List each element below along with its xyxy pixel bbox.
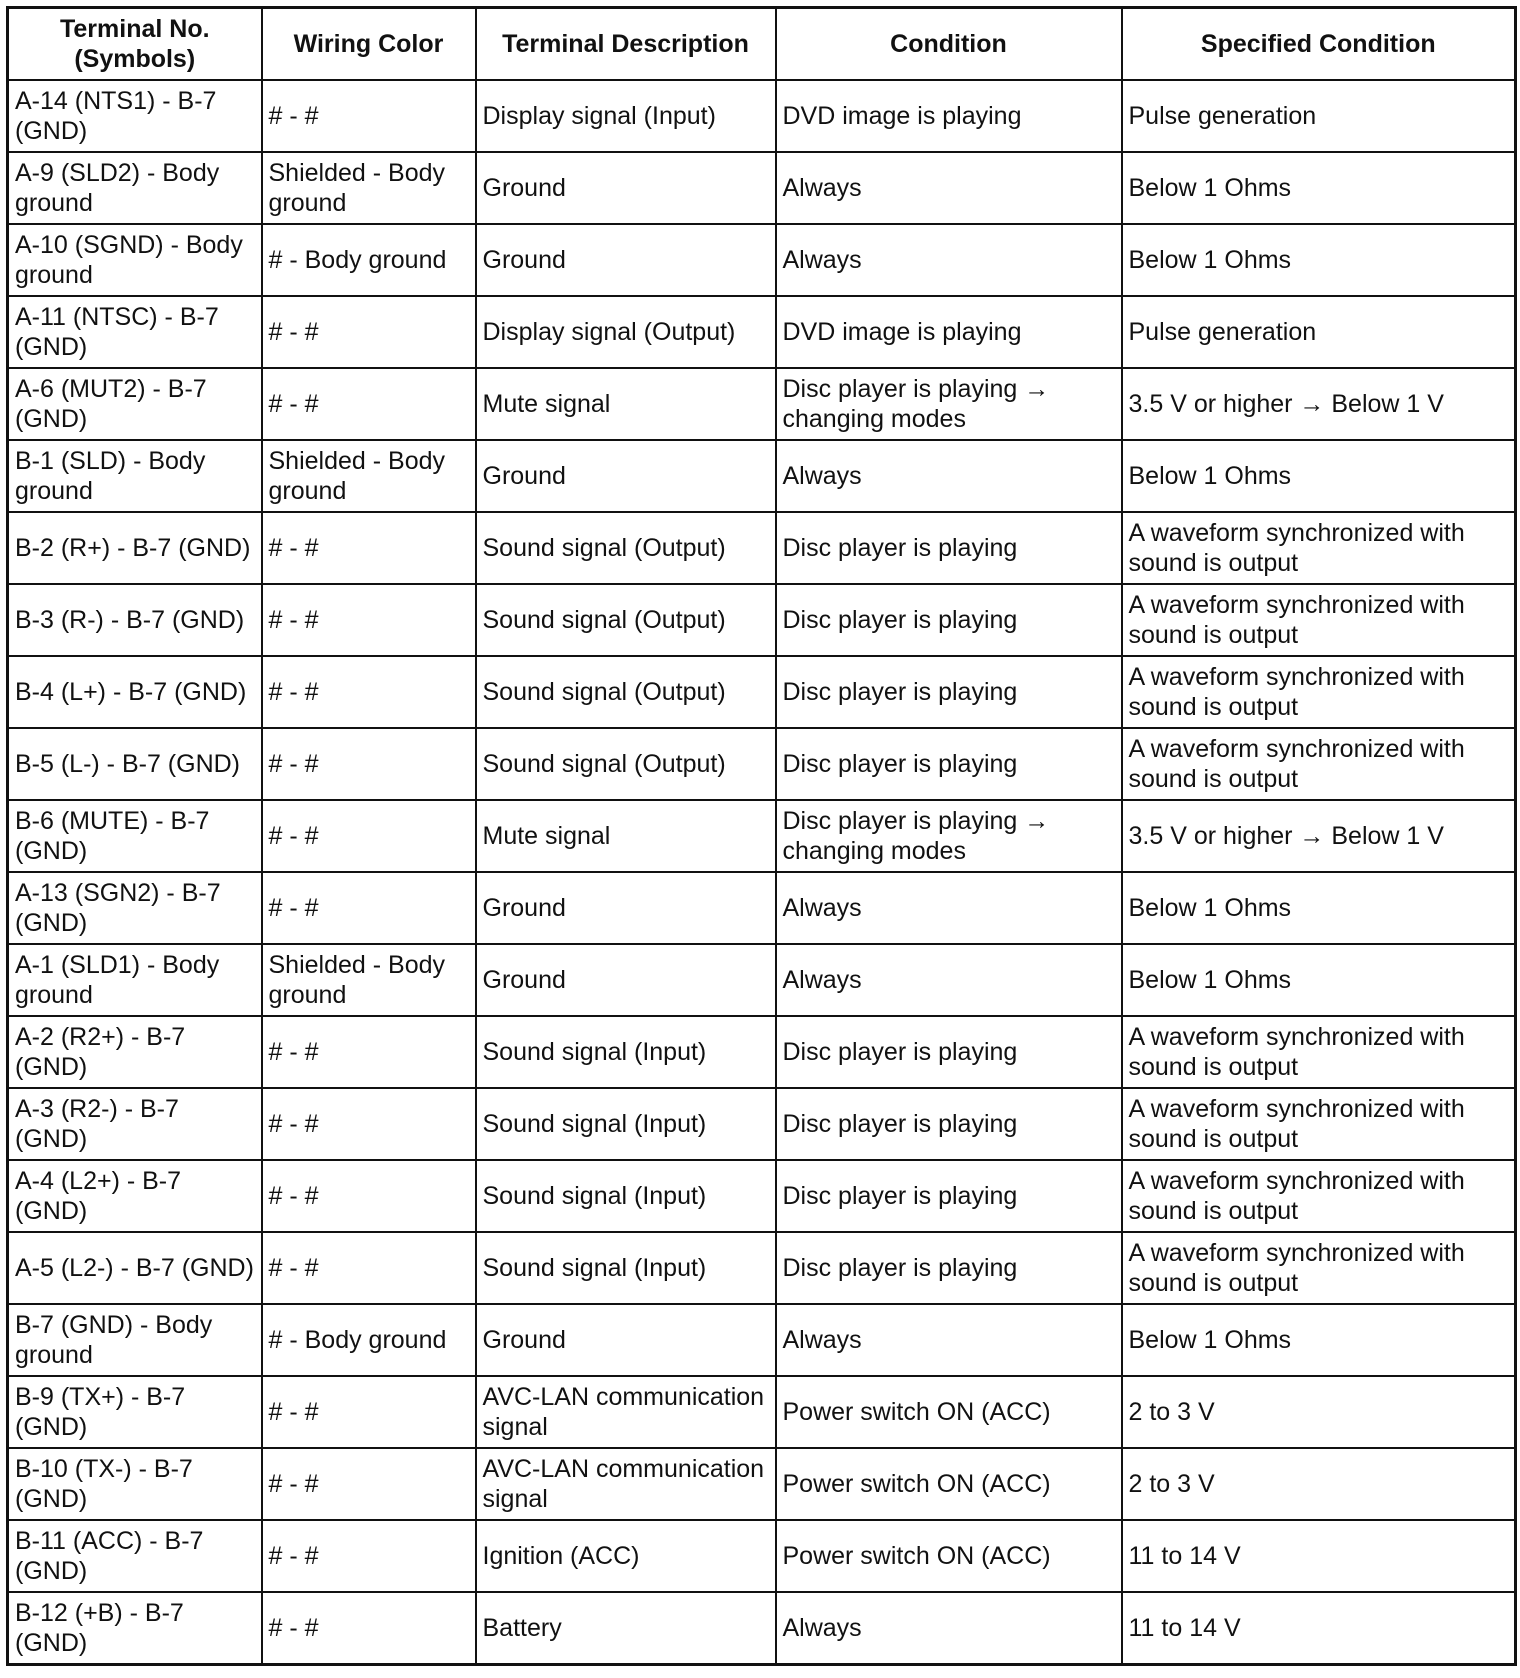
cell-terminal-no: B-3 (R-) - B-7 (GND) bbox=[8, 584, 262, 656]
cell-wiring-color: # - # bbox=[262, 1592, 476, 1665]
cell-terminal-description: Ground bbox=[476, 224, 776, 296]
cell-terminal-description: AVC-LAN communication signal bbox=[476, 1376, 776, 1448]
cell-terminal-no: A-9 (SLD2) - Body ground bbox=[8, 152, 262, 224]
cell-specified-condition: A waveform synchronized with sound is output bbox=[1122, 656, 1516, 728]
cell-wiring-color: # - # bbox=[262, 728, 476, 800]
table-row bbox=[8, 1376, 1516, 1448]
cell-terminal-description: Sound signal (Output) bbox=[476, 584, 776, 656]
cell-condition: Disc player is playing bbox=[776, 728, 1122, 800]
table-row bbox=[8, 1160, 1516, 1232]
table-row bbox=[8, 944, 1516, 1016]
cell-specified-condition: Below 1 Ohms bbox=[1122, 440, 1516, 512]
cell-condition: Power switch ON (ACC) bbox=[776, 1520, 1122, 1592]
cell-terminal-no: B-7 (GND) - Body ground bbox=[8, 1304, 262, 1376]
table-row bbox=[8, 80, 1516, 152]
cell-wiring-color: Shielded - Body ground bbox=[262, 944, 476, 1016]
cell-condition: DVD image is playing bbox=[776, 296, 1122, 368]
cell-condition: Disc player is playing → changing modes bbox=[776, 800, 1122, 872]
cell-specified-condition: Pulse generation bbox=[1122, 296, 1516, 368]
cell-specified-condition: A waveform synchronized with sound is output bbox=[1122, 1088, 1516, 1160]
cell-specified-condition: 2 to 3 V bbox=[1122, 1376, 1516, 1448]
table-row bbox=[8, 512, 1516, 584]
cell-terminal-no: B-6 (MUTE) - B-7 (GND) bbox=[8, 800, 262, 872]
cell-condition: Disc player is playing bbox=[776, 584, 1122, 656]
cell-condition: Disc player is playing bbox=[776, 1232, 1122, 1304]
table-row bbox=[8, 1520, 1516, 1592]
table-row bbox=[8, 224, 1516, 296]
cell-wiring-color: # - # bbox=[262, 1016, 476, 1088]
cell-terminal-description: Ground bbox=[476, 872, 776, 944]
cell-specified-condition: A waveform synchronized with sound is output bbox=[1122, 584, 1516, 656]
table-row bbox=[8, 728, 1516, 800]
table-row bbox=[8, 152, 1516, 224]
cell-terminal-description: Display signal (Output) bbox=[476, 296, 776, 368]
table-row bbox=[8, 656, 1516, 728]
cell-terminal-description: Sound signal (Input) bbox=[476, 1232, 776, 1304]
table-row bbox=[8, 1448, 1516, 1520]
cell-wiring-color: # - Body ground bbox=[262, 1304, 476, 1376]
cell-terminal-description: Sound signal (Output) bbox=[476, 728, 776, 800]
cell-specified-condition: Pulse generation bbox=[1122, 80, 1516, 152]
cell-terminal-no: B-4 (L+) - B-7 (GND) bbox=[8, 656, 262, 728]
cell-terminal-no: B-12 (+B) - B-7 (GND) bbox=[8, 1592, 262, 1665]
cell-wiring-color: # - # bbox=[262, 1232, 476, 1304]
cell-terminal-no: B-10 (TX-) - B-7 (GND) bbox=[8, 1448, 262, 1520]
cell-wiring-color: # - Body ground bbox=[262, 224, 476, 296]
cell-specified-condition: Below 1 Ohms bbox=[1122, 872, 1516, 944]
cell-terminal-no: A-4 (L2+) - B-7 (GND) bbox=[8, 1160, 262, 1232]
header-terminal-no: Terminal No. (Symbols) bbox=[8, 8, 262, 81]
cell-condition: Disc player is playing bbox=[776, 512, 1122, 584]
cell-condition: Disc player is playing bbox=[776, 1016, 1122, 1088]
cell-condition: Disc player is playing bbox=[776, 1088, 1122, 1160]
cell-condition: Disc player is playing bbox=[776, 1160, 1122, 1232]
cell-specified-condition: A waveform synchronized with sound is output bbox=[1122, 512, 1516, 584]
cell-specified-condition: Below 1 Ohms bbox=[1122, 1304, 1516, 1376]
table-header bbox=[8, 8, 1516, 81]
cell-terminal-description: Mute signal bbox=[476, 368, 776, 440]
cell-terminal-no: A-1 (SLD1) - Body ground bbox=[8, 944, 262, 1016]
cell-wiring-color: # - # bbox=[262, 80, 476, 152]
cell-terminal-no: A-13 (SGN2) - B-7 (GND) bbox=[8, 872, 262, 944]
terminal-table bbox=[6, 6, 1517, 1666]
table-row bbox=[8, 1592, 1516, 1665]
table-row bbox=[8, 296, 1516, 368]
cell-wiring-color: # - # bbox=[262, 800, 476, 872]
cell-specified-condition: Below 1 Ohms bbox=[1122, 944, 1516, 1016]
table-row bbox=[8, 1088, 1516, 1160]
cell-terminal-description: Sound signal (Output) bbox=[476, 656, 776, 728]
cell-condition: Always bbox=[776, 1304, 1122, 1376]
cell-specified-condition: A waveform synchronized with sound is output bbox=[1122, 1160, 1516, 1232]
cell-condition: Power switch ON (ACC) bbox=[776, 1448, 1122, 1520]
cell-terminal-description: Sound signal (Output) bbox=[476, 512, 776, 584]
cell-wiring-color: # - # bbox=[262, 1520, 476, 1592]
header-specified-condition: Specified Condition bbox=[1122, 8, 1516, 81]
cell-terminal-description: Display signal (Input) bbox=[476, 80, 776, 152]
cell-terminal-no: A-11 (NTSC) - B-7 (GND) bbox=[8, 296, 262, 368]
cell-specified-condition: A waveform synchronized with sound is output bbox=[1122, 1016, 1516, 1088]
cell-terminal-description: Ground bbox=[476, 152, 776, 224]
cell-terminal-description: Mute signal bbox=[476, 800, 776, 872]
cell-condition: Always bbox=[776, 152, 1122, 224]
cell-wiring-color: # - # bbox=[262, 1448, 476, 1520]
cell-condition: Always bbox=[776, 224, 1122, 296]
cell-terminal-description: Ground bbox=[476, 1304, 776, 1376]
cell-terminal-description: Ignition (ACC) bbox=[476, 1520, 776, 1592]
cell-specified-condition: 11 to 14 V bbox=[1122, 1592, 1516, 1665]
cell-wiring-color: # - # bbox=[262, 584, 476, 656]
header-row bbox=[8, 8, 1516, 81]
header-terminal-description: Terminal Description bbox=[476, 8, 776, 81]
cell-wiring-color: # - # bbox=[262, 1088, 476, 1160]
cell-condition: DVD image is playing bbox=[776, 80, 1122, 152]
cell-condition: Disc player is playing → changing modes bbox=[776, 368, 1122, 440]
cell-terminal-no: A-10 (SGND) - Body ground bbox=[8, 224, 262, 296]
cell-wiring-color: # - # bbox=[262, 872, 476, 944]
cell-terminal-no: B-11 (ACC) - B-7 (GND) bbox=[8, 1520, 262, 1592]
table-row bbox=[8, 800, 1516, 872]
cell-condition: Always bbox=[776, 1592, 1122, 1665]
cell-condition: Always bbox=[776, 944, 1122, 1016]
cell-wiring-color: # - # bbox=[262, 512, 476, 584]
cell-wiring-color: # - # bbox=[262, 1160, 476, 1232]
cell-wiring-color: # - # bbox=[262, 296, 476, 368]
table-row bbox=[8, 1304, 1516, 1376]
cell-wiring-color: # - # bbox=[262, 656, 476, 728]
cell-terminal-no: A-5 (L2-) - B-7 (GND) bbox=[8, 1232, 262, 1304]
cell-specified-condition: 11 to 14 V bbox=[1122, 1520, 1516, 1592]
cell-terminal-description: Ground bbox=[476, 440, 776, 512]
cell-specified-condition: 3.5 V or higher → Below 1 V bbox=[1122, 368, 1516, 440]
table-row bbox=[8, 1232, 1516, 1304]
header-wiring-color: Wiring Color bbox=[262, 8, 476, 81]
table-row bbox=[8, 872, 1516, 944]
table-body bbox=[8, 80, 1516, 1665]
cell-terminal-no: B-1 (SLD) - Body ground bbox=[8, 440, 262, 512]
cell-terminal-description: Sound signal (Input) bbox=[476, 1088, 776, 1160]
cell-specified-condition: 3.5 V or higher → Below 1 V bbox=[1122, 800, 1516, 872]
cell-condition: Always bbox=[776, 872, 1122, 944]
table-row bbox=[8, 584, 1516, 656]
cell-terminal-no: B-5 (L-) - B-7 (GND) bbox=[8, 728, 262, 800]
cell-terminal-no: B-9 (TX+) - B-7 (GND) bbox=[8, 1376, 262, 1448]
cell-specified-condition: A waveform synchronized with sound is output bbox=[1122, 1232, 1516, 1304]
cell-terminal-no: A-2 (R2+) - B-7 (GND) bbox=[8, 1016, 262, 1088]
cell-condition: Always bbox=[776, 440, 1122, 512]
cell-terminal-description: Ground bbox=[476, 944, 776, 1016]
cell-condition: Disc player is playing bbox=[776, 656, 1122, 728]
cell-specified-condition: A waveform synchronized with sound is output bbox=[1122, 728, 1516, 800]
cell-wiring-color: Shielded - Body ground bbox=[262, 152, 476, 224]
cell-terminal-no: A-6 (MUT2) - B-7 (GND) bbox=[8, 368, 262, 440]
cell-specified-condition: Below 1 Ohms bbox=[1122, 152, 1516, 224]
header-condition: Condition bbox=[776, 8, 1122, 81]
terminal-inspection-sheet bbox=[6, 6, 1514, 1666]
table-row bbox=[8, 440, 1516, 512]
cell-specified-condition: Below 1 Ohms bbox=[1122, 224, 1516, 296]
cell-specified-condition: 2 to 3 V bbox=[1122, 1448, 1516, 1520]
cell-terminal-no: A-3 (R2-) - B-7 (GND) bbox=[8, 1088, 262, 1160]
cell-terminal-description: Sound signal (Input) bbox=[476, 1160, 776, 1232]
cell-terminal-no: B-2 (R+) - B-7 (GND) bbox=[8, 512, 262, 584]
cell-terminal-description: Battery bbox=[476, 1592, 776, 1665]
cell-wiring-color: Shielded - Body ground bbox=[262, 440, 476, 512]
cell-wiring-color: # - # bbox=[262, 1376, 476, 1448]
cell-condition: Power switch ON (ACC) bbox=[776, 1376, 1122, 1448]
cell-wiring-color: # - # bbox=[262, 368, 476, 440]
cell-terminal-description: AVC-LAN communication signal bbox=[476, 1448, 776, 1520]
cell-terminal-description: Sound signal (Input) bbox=[476, 1016, 776, 1088]
cell-terminal-no: A-14 (NTS1) - B-7 (GND) bbox=[8, 80, 262, 152]
table-row bbox=[8, 1016, 1516, 1088]
table-row bbox=[8, 368, 1516, 440]
